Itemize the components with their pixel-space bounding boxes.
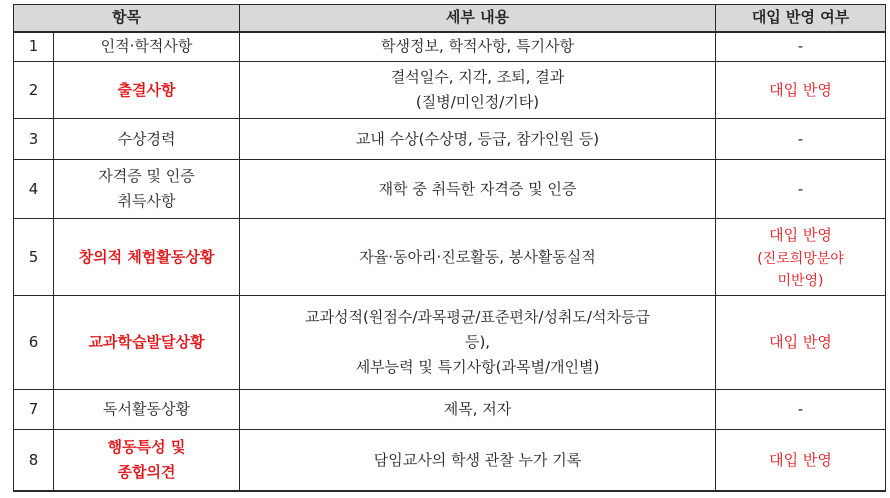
row-number: 6: [14, 296, 54, 390]
row-number: 2: [14, 62, 54, 119]
cell-line: 창의적 체험활동상황: [78, 247, 215, 266]
detail-cell: [240, 389, 716, 430]
reflect-status: -: [797, 37, 804, 56]
reflect-cell: [716, 296, 886, 390]
table-row: [14, 160, 886, 219]
cell-line: 교과학습발달상황: [88, 333, 205, 352]
cell-line: 제목, 저자: [443, 400, 512, 419]
detail-cell: [240, 296, 716, 390]
item-cell: [54, 430, 240, 491]
item-cell: [54, 389, 240, 430]
cell-line: (질병/미인정/기타): [415, 93, 540, 112]
cell-line: 취득사항: [117, 192, 176, 211]
cell-line: 학생정보, 학적사항, 특기사항: [381, 37, 574, 56]
row-number: 1: [14, 32, 54, 62]
item-cell: [54, 119, 240, 160]
cell-line: (진로희망분야: [757, 250, 844, 267]
detail-cell: [240, 160, 716, 219]
cell-line: 수상경력: [117, 129, 176, 148]
cell-line: 독서활동상황: [103, 400, 190, 419]
row-number: 3: [14, 119, 54, 160]
row-number: 4: [14, 160, 54, 219]
reflect-status: -: [797, 400, 804, 419]
cell-line: 등),: [464, 333, 491, 352]
row-number: 7: [14, 389, 54, 430]
cell-line: 미반영): [777, 272, 824, 289]
cell-line: 인적·학적사항: [100, 37, 193, 56]
cell-line: 자율·동아리·진로활동, 봉사활동실적: [359, 247, 596, 266]
header-detail: 세부 내용: [240, 5, 716, 32]
reflect-cell: [716, 62, 886, 119]
cell-line: 담임교사의 학생 관찰 누가 기록: [373, 450, 582, 469]
table-row: [14, 219, 886, 296]
reflect-cell: [716, 219, 886, 296]
cell-line: 교과성적(원점수/과목평균/표준편차/성취도/석차등급: [305, 308, 650, 327]
header-item: 항목: [14, 5, 240, 32]
cell-line: 교내 수상(수상명, 등급, 참가인원 등): [355, 129, 600, 148]
row-number: 5: [14, 219, 54, 296]
table-row: [14, 296, 886, 390]
table-row: [14, 32, 886, 62]
item-cell: [54, 32, 240, 62]
cell-line: 출결사항: [117, 80, 176, 99]
reflect-status: -: [797, 129, 804, 148]
row-number: 8: [14, 430, 54, 491]
cell-line: 자격증 및 인증: [98, 167, 195, 186]
cell-line: 행동특성 및: [107, 438, 186, 457]
detail-cell: [240, 219, 716, 296]
reflect-status: 대입 반영: [769, 225, 832, 244]
item-cell: [54, 62, 240, 119]
detail-cell: [240, 62, 716, 119]
header-reflect: 대입 반영 여부: [716, 5, 886, 32]
table-row: [14, 62, 886, 119]
cell-line: 종합의견: [117, 463, 176, 482]
reflect-cell: [716, 160, 886, 219]
item-cell: [54, 160, 240, 219]
cell-line: 재학 중 취득한 자격증 및 인증: [378, 179, 577, 198]
table-row: [14, 430, 886, 491]
reflect-cell: [716, 119, 886, 160]
reflect-cell: [716, 430, 886, 491]
reflect-cell: [716, 389, 886, 430]
item-cell: [54, 296, 240, 390]
table-header-row: [14, 5, 886, 32]
table-row: [14, 119, 886, 160]
school-record-table: [13, 4, 886, 492]
detail-cell: [240, 119, 716, 160]
table-row: [14, 389, 886, 430]
reflect-status: -: [797, 179, 804, 198]
reflect-status: 대입 반영: [769, 450, 832, 469]
detail-cell: [240, 430, 716, 491]
detail-cell: [240, 32, 716, 62]
cell-line: 세부능력 및 특기사항(과목별/개인별): [355, 358, 600, 377]
cell-line: 결석일수, 지각, 조퇴, 결과: [390, 68, 565, 87]
reflect-status: 대입 반영: [769, 333, 832, 352]
item-cell: [54, 219, 240, 296]
reflect-cell: [716, 32, 886, 62]
reflect-status: 대입 반영: [769, 80, 832, 99]
